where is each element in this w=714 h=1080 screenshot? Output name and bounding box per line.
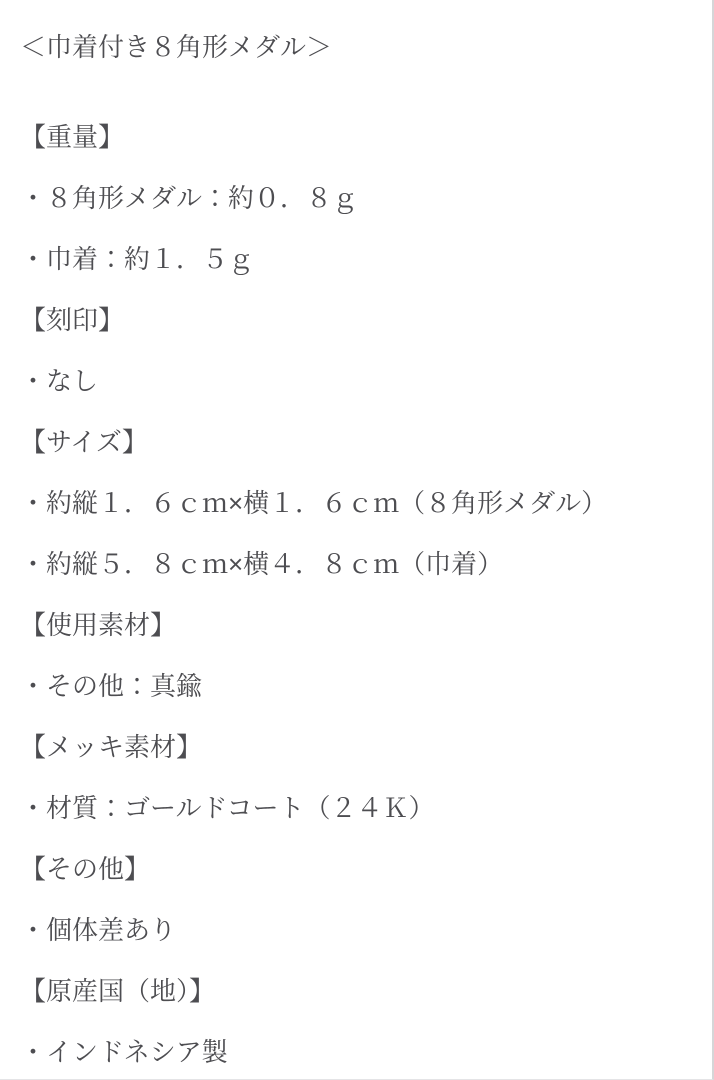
spec-item: ・巾着：約１．５ｇ (20, 244, 255, 274)
product-title: ＜巾着付き８角形メダル＞ (20, 32, 333, 62)
spec-item: ・材質：ゴールドコート（２４Ｋ） (20, 793, 435, 823)
section-heading-weight: 【重量】 (20, 122, 125, 152)
spec-item: ・約縦１．６ｃｍ×横１．６ｃｍ（８角形メダル） (20, 488, 608, 518)
section-heading-size: 【サイズ】 (20, 427, 148, 457)
spec-item: ・約縦５．８ｃｍ×横４．８ｃｍ（巾着） (20, 549, 504, 579)
section-heading-plating: 【メッキ素材】 (20, 732, 203, 762)
section-heading-material: 【使用素材】 (20, 610, 177, 640)
spec-item: ・個体差あり (20, 915, 177, 945)
section-heading-other: 【その他】 (20, 854, 151, 884)
spec-item: ・なし (20, 366, 99, 396)
spec-item: ・その他：真鍮 (20, 671, 203, 701)
spec-item: ・８角形メダル：約０．８ｇ (20, 183, 359, 213)
section-heading-origin: 【原産国（地）】 (20, 976, 216, 1006)
spec-item: ・インドネシア製 (20, 1037, 228, 1067)
section-heading-engraving: 【刻印】 (20, 305, 125, 335)
